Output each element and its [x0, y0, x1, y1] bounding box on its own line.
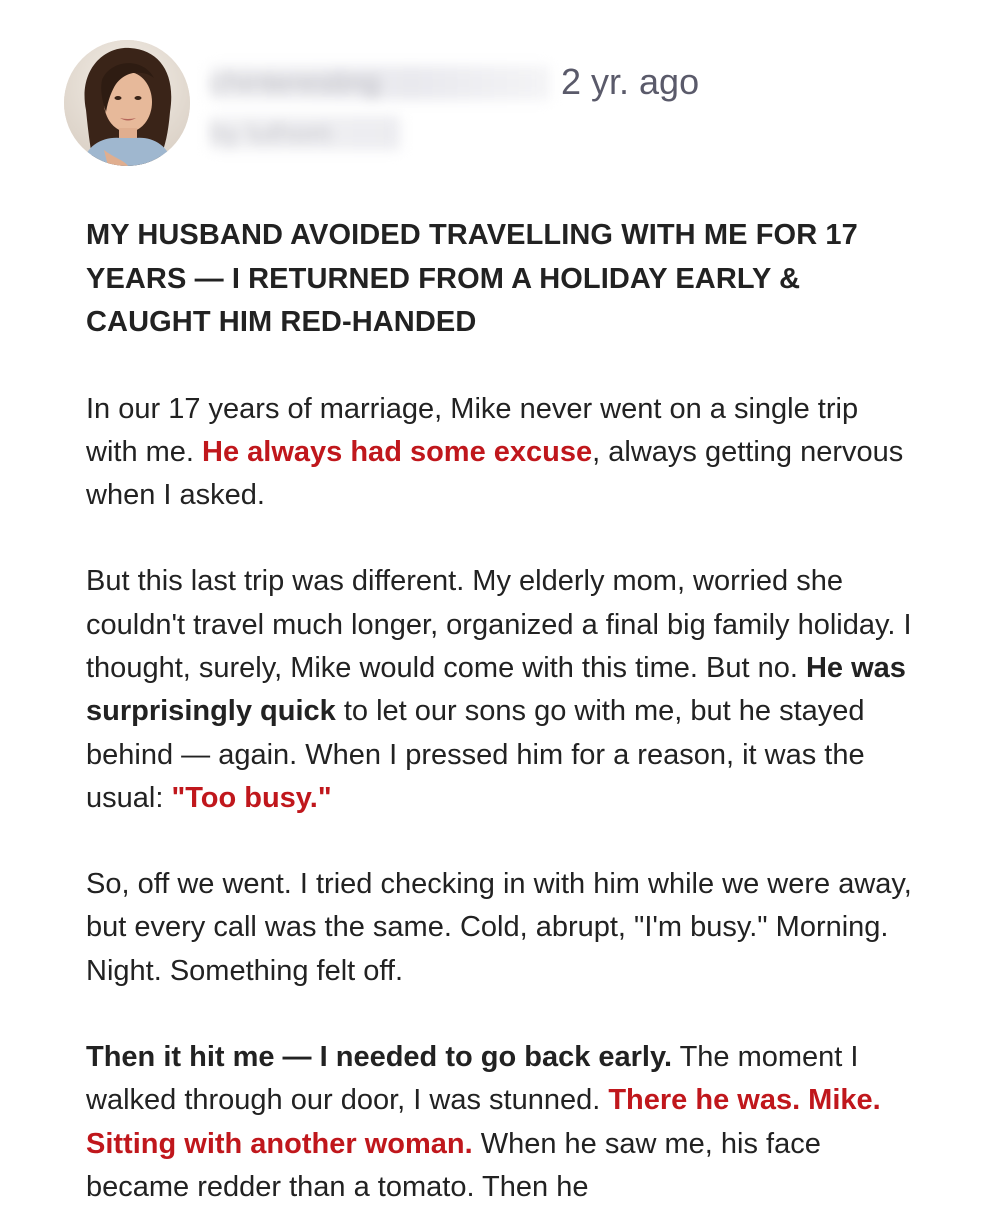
paragraph-2-emphasis: He was surprisingly quick [86, 651, 906, 728]
paragraph-4-highlight: There he was. Mike. Sitting with another woman. [86, 1084, 881, 1160]
post-header [64, 38, 944, 168]
paragraph-1-text-a: In our 17 years of marriage, Mike never went on a single trip with me. [86, 392, 859, 468]
paragraph-1-text-b: , always getting nervous when I asked. [86, 435, 904, 512]
post-timestamp: 2 yr. ago [561, 61, 700, 102]
avatar[interactable] [64, 40, 190, 166]
paragraph-3 [86, 863, 916, 993]
paragraph-2-highlight: "Too busy." [171, 781, 332, 814]
paragraph-4-emphasis: Then it hit me — I needed to go back early. [86, 1041, 673, 1074]
paragraph-4-text-b: When he saw me, his face became redder than a tomato. Then he [86, 1127, 821, 1203]
avatar-image [64, 40, 190, 166]
paragraph-1-highlight: He always had some excuse [202, 435, 593, 468]
article-title: MY HUSBAND AVOIDED TRAVELLING WITH ME FOR 17 YEARS — I RETURNED FROM A HOLIDAY EARLY & CAUGHT HIM RED-HANDED [86, 219, 858, 338]
paragraph-4 [86, 1036, 916, 1209]
article-body [86, 214, 916, 1209]
paragraph-2 [86, 560, 916, 820]
paragraph-2-text-a: But this last trip was different. My elderly mom, worried she couldn't travel much longer, organized a final big family holiday. I thought, surely, Mike would come with this time. But no. [86, 565, 912, 684]
paragraph-2-text-b: to let our sons go with me, but he stayed behind — again. When I pressed him for a reason, it was the usual: [86, 695, 865, 814]
author-subtitle: by luthom [210, 116, 400, 150]
author-name[interactable]: chinteresting [210, 66, 550, 100]
paragraph-1 [86, 388, 916, 518]
paragraph-3-text: So, off we went. I tried checking in with him while we were away, but every call was the same. Cold, abrupt, "I'm busy." Morning. Night. Something felt off. [86, 868, 912, 987]
paragraph-4-text-a: The moment I walked through our door, I was stunned. [86, 1041, 859, 1117]
